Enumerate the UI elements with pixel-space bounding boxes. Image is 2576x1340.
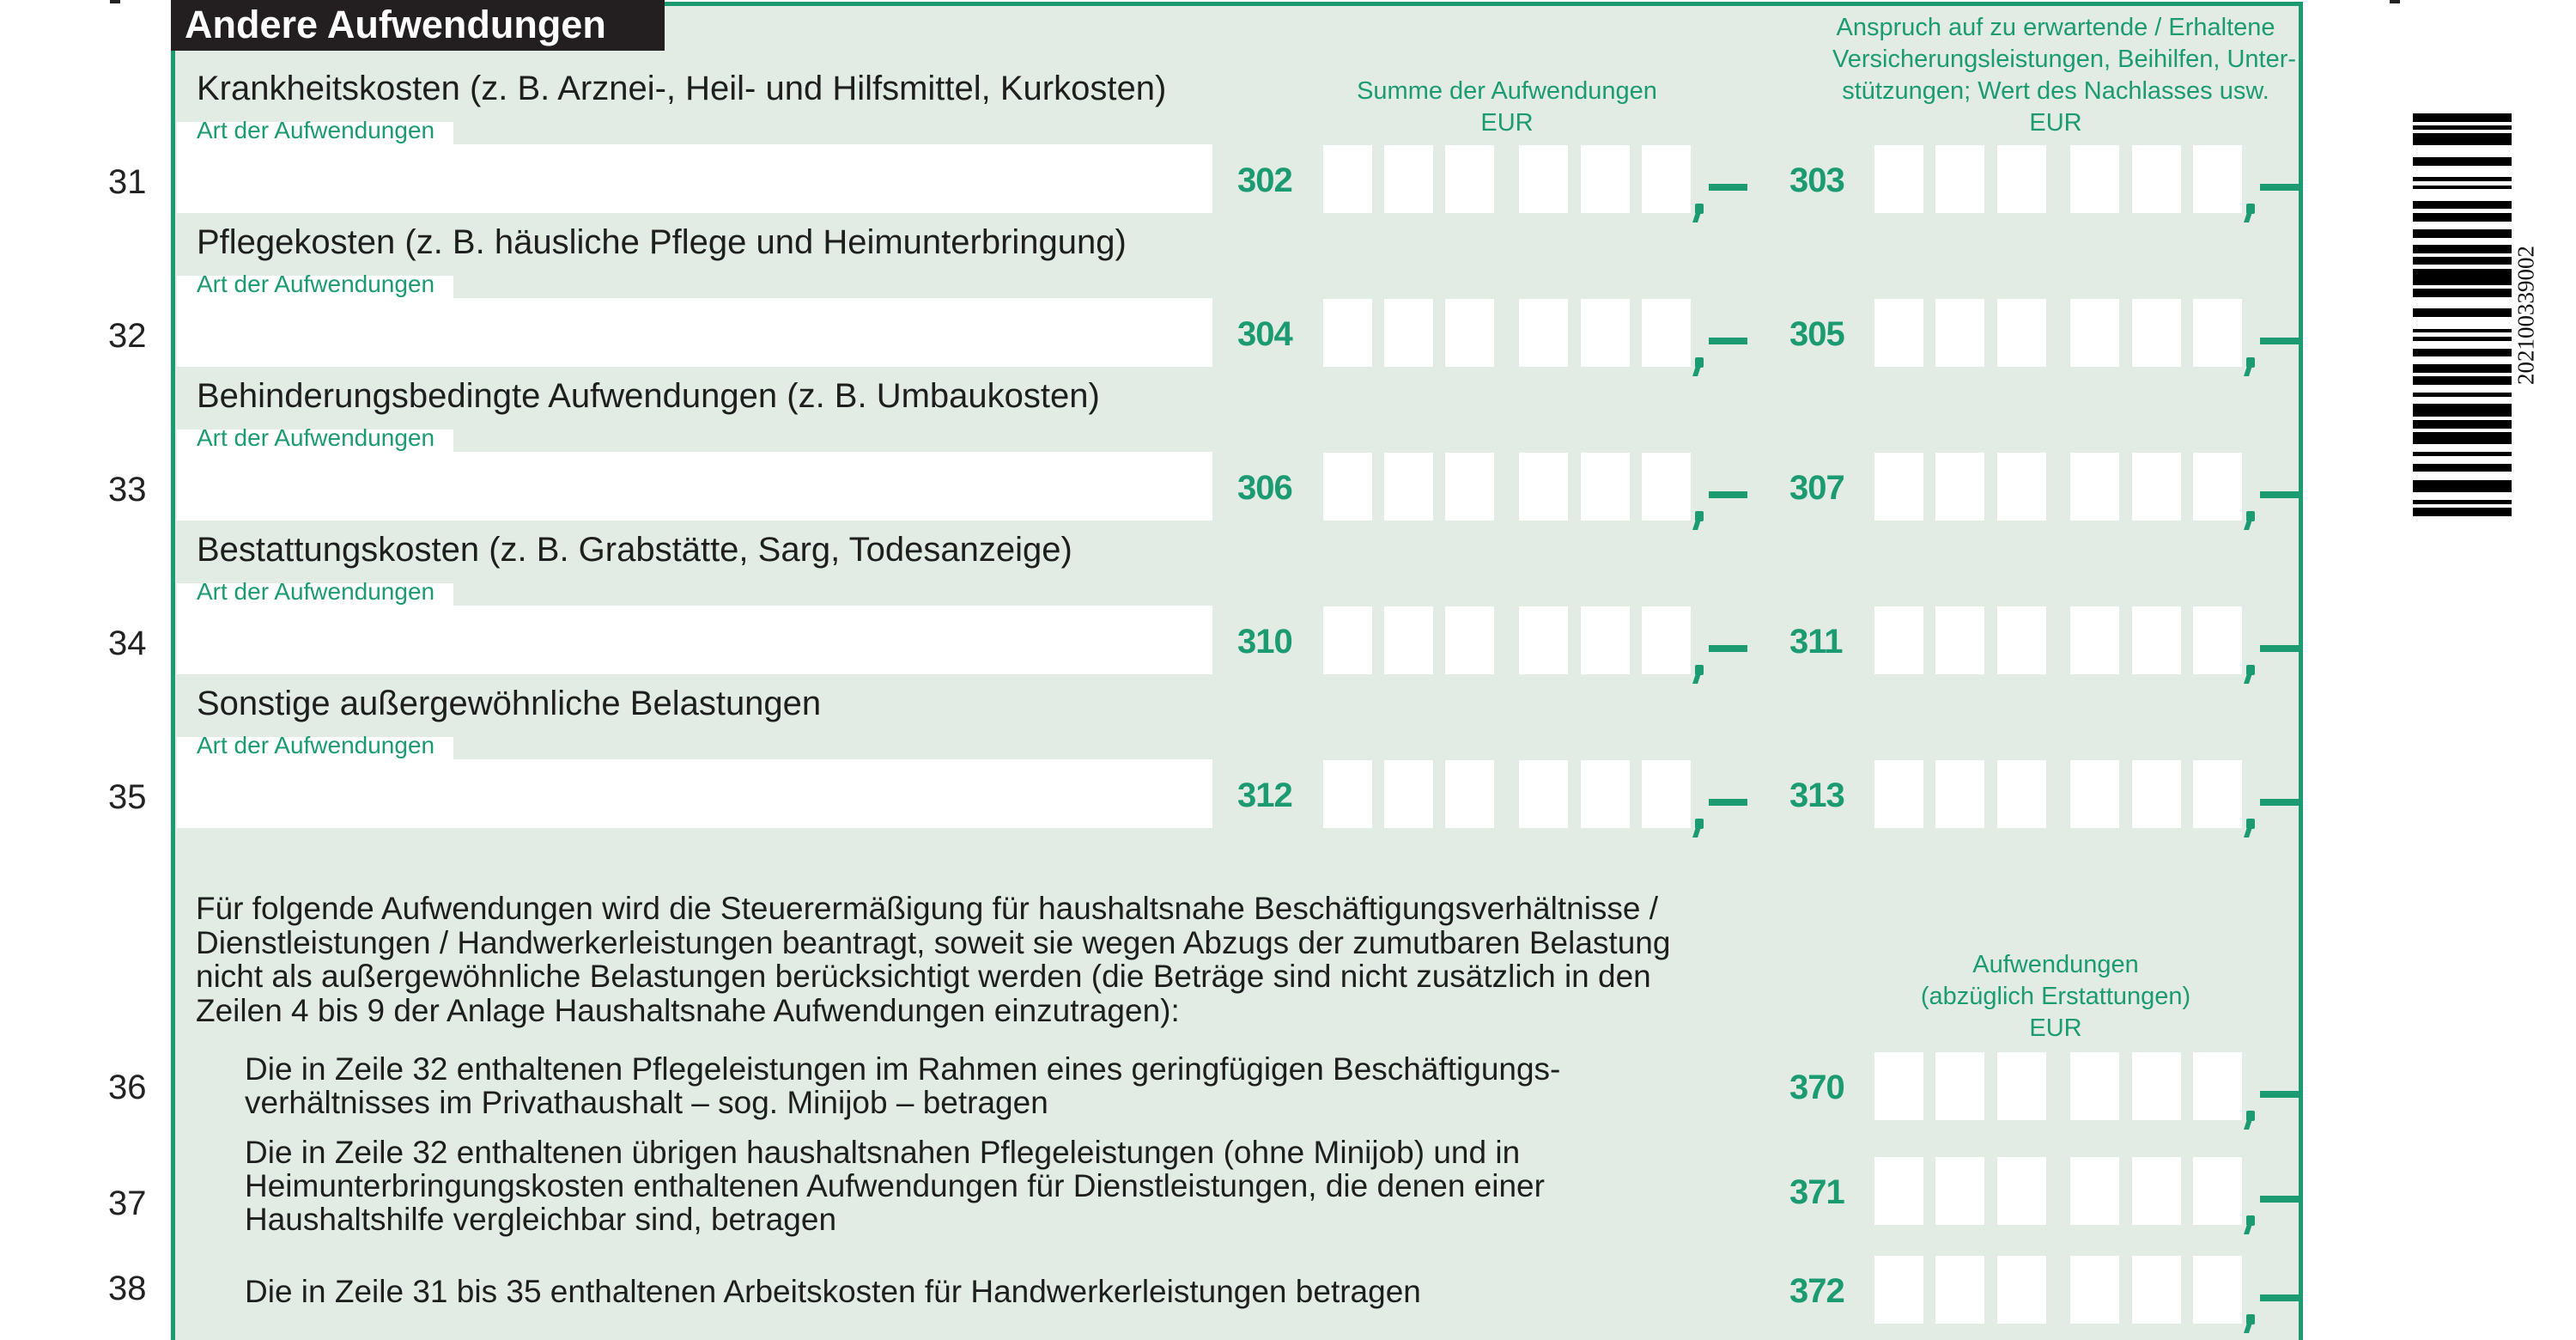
expense-digit-box[interactable] <box>1935 1052 1984 1120</box>
sum-header-line: Summe der Aufwendungen <box>1357 77 1657 105</box>
line-number: 32 <box>108 317 147 355</box>
art-input[interactable] <box>177 298 1212 367</box>
claim-digit-box[interactable] <box>1997 760 2046 828</box>
barcode-bar <box>2413 420 2512 429</box>
cents-dash <box>1709 184 1747 191</box>
service-text-line: Die in Zeile 31 bis 35 enthaltenen Arbeitskosten für Handwerkerleistungen betragen <box>245 1274 1421 1309</box>
barcode-bar <box>2413 480 2512 492</box>
expense-digit-box[interactable] <box>2132 1157 2181 1225</box>
claim-digit-box[interactable] <box>1997 606 2046 674</box>
expense-digit-box[interactable] <box>1997 1256 2046 1324</box>
barcode-bar <box>2413 177 2512 181</box>
cents-comma <box>1693 204 1704 222</box>
expense-digit-box[interactable] <box>1997 1157 2046 1225</box>
frame-border-right <box>2299 2 2303 1340</box>
intro-line: Für folgende Aufwendungen wird die Steuerermäßigung für haushaltsnahe Beschäftigungsverhältnisse / <box>196 891 1659 926</box>
expense-digit-box[interactable] <box>1874 1157 1923 1225</box>
sum-digit-box[interactable] <box>1445 453 1494 521</box>
sum-digit-box[interactable] <box>1581 453 1630 521</box>
art-input[interactable] <box>177 606 1212 674</box>
barcode-bar <box>2413 245 2512 253</box>
service-text <box>245 1136 1545 1236</box>
claim-digit-box[interactable] <box>1874 606 1923 674</box>
barcode-bar <box>2413 364 2512 373</box>
claims-column-header <box>1832 12 2297 139</box>
cents-dash <box>2260 1294 2299 1301</box>
cents-comma <box>1693 819 1704 838</box>
art-input[interactable] <box>177 759 1212 828</box>
barcode-bar <box>2413 257 2512 265</box>
barcode-bar <box>2413 329 2512 332</box>
expense-digit-box[interactable] <box>1997 1052 2046 1120</box>
cents-comma <box>2245 819 2256 838</box>
expense-digit-box[interactable] <box>2070 1256 2119 1324</box>
art-label: Art der Aufwendungen <box>197 271 435 297</box>
sum-digit-box[interactable] <box>1581 145 1630 213</box>
barcode-bar <box>2413 464 2512 472</box>
field-code: 310 <box>1237 623 1292 661</box>
expense-digit-box[interactable] <box>2193 1052 2242 1120</box>
art-label: Art der Aufwendungen <box>197 117 435 143</box>
sum-digit-box[interactable] <box>1384 606 1433 674</box>
service-text-line: Heimunterbringungskosten enthaltenen Aufwendungen für Dienstleistungen, die denen einer <box>245 1168 1545 1203</box>
cents-comma <box>2245 204 2256 222</box>
claim-digit-box[interactable] <box>2132 145 2181 213</box>
art-label: Art der Aufwendungen <box>197 424 435 451</box>
claim-digit-box[interactable] <box>2070 145 2119 213</box>
intro-line: Dienstleistungen / Handwerkerleistungen beantragt, soweit sie wegen Abzugs der zumutbaren Belastung <box>196 924 1671 960</box>
line-number: 37 <box>108 1185 147 1222</box>
sum-digit-box[interactable] <box>1642 453 1691 521</box>
barcode-bar <box>2413 349 2512 356</box>
cents-dash <box>2260 645 2299 652</box>
barcode-bar <box>2413 186 2512 189</box>
claims-header-line: stützungen; Wert des Nachlasses usw. <box>1842 77 2269 105</box>
sum-column-header <box>1335 76 1679 139</box>
cents-comma <box>2245 511 2256 530</box>
expense-digit-box[interactable] <box>2132 1052 2181 1120</box>
field-code: 313 <box>1789 777 1844 814</box>
row-title: Krankheitskosten (z. B. Arznei-, Heil- und Hilfsmittel, Kurkosten) <box>197 70 1167 107</box>
art-label: Art der Aufwendungen <box>197 732 435 758</box>
claim-digit-box[interactable] <box>2070 606 2119 674</box>
barcode-bar <box>2413 269 2512 285</box>
sum-digit-box[interactable] <box>1445 145 1494 213</box>
art-label-bg <box>177 271 453 298</box>
barcode-bar <box>2413 500 2512 504</box>
field-code: 371 <box>1789 1173 1844 1211</box>
row-title: Bestattungskosten (z. B. Grabstätte, Sarg, Todesanzeige) <box>197 531 1072 569</box>
cents-dash <box>2260 799 2299 806</box>
line-number: 33 <box>108 471 147 509</box>
art-label-bg <box>177 117 453 144</box>
sum-digit-box[interactable] <box>1384 299 1433 367</box>
sum-digit-box[interactable] <box>1445 299 1494 367</box>
cents-dash <box>2260 491 2299 498</box>
field-code: 302 <box>1237 161 1292 199</box>
field-code: 305 <box>1789 315 1844 353</box>
claim-digit-box[interactable] <box>1935 145 1984 213</box>
field-code: 306 <box>1237 469 1292 507</box>
row-title: Behinderungsbedingte Aufwendungen (z. B. Umbaukosten) <box>197 377 1100 415</box>
row-title: Sonstige außergewöhnliche Belastungen <box>197 685 822 722</box>
cents-comma <box>1693 665 1704 684</box>
sum-digit-box[interactable] <box>1519 145 1568 213</box>
sum-digit-box[interactable] <box>1519 760 1568 828</box>
claim-digit-box[interactable] <box>1997 145 2046 213</box>
field-code: 311 <box>1789 623 1843 661</box>
cents-dash <box>1709 645 1747 652</box>
barcode-bar <box>2413 133 2512 145</box>
claim-digit-box[interactable] <box>1874 760 1923 828</box>
barcode-bar <box>2413 113 2512 122</box>
barcode <box>2413 113 2512 517</box>
field-code: 312 <box>1237 777 1292 814</box>
field-code: 370 <box>1789 1069 1844 1106</box>
sum-digit-box[interactable] <box>1642 760 1691 828</box>
sum-digit-box[interactable] <box>1384 145 1433 213</box>
cents-comma <box>2245 1215 2256 1234</box>
field-code: 303 <box>1789 161 1844 199</box>
sum-digit-box[interactable] <box>1323 606 1372 674</box>
expense-digit-box[interactable] <box>2070 1157 2119 1225</box>
claim-digit-box[interactable] <box>2132 453 2181 521</box>
barcode-bar <box>2413 125 2512 130</box>
claim-digit-box[interactable] <box>1874 299 1923 367</box>
cents-dash <box>1709 338 1747 344</box>
claim-digit-box[interactable] <box>1935 453 1984 521</box>
service-text <box>245 1275 1421 1308</box>
art-input[interactable] <box>177 144 1212 213</box>
art-input[interactable] <box>177 452 1212 521</box>
field-code: 304 <box>1237 315 1292 353</box>
expenses-header-line: (abzüglich Erstattungen) <box>1920 983 2191 1010</box>
sum-digit-box[interactable] <box>1384 760 1433 828</box>
field-code: 372 <box>1789 1272 1844 1310</box>
barcode-bar <box>2413 404 2512 417</box>
claim-digit-box[interactable] <box>1997 453 2046 521</box>
claim-digit-box[interactable] <box>1935 606 1984 674</box>
barcode-bar <box>2413 432 2512 444</box>
art-label-bg <box>177 424 453 452</box>
barcode-bar <box>2413 308 2512 317</box>
barcode-bar <box>2413 393 2512 397</box>
claim-digit-box[interactable] <box>1935 299 1984 367</box>
sum-digit-box[interactable] <box>1581 299 1630 367</box>
sum-digit-box[interactable] <box>1642 299 1691 367</box>
cents-comma <box>2245 357 2256 376</box>
sum-digit-box[interactable] <box>1323 145 1372 213</box>
crop-mark-right <box>2390 0 2400 3</box>
claim-digit-box[interactable] <box>2193 606 2242 674</box>
line-number: 38 <box>108 1270 147 1307</box>
cents-dash <box>2260 1091 2299 1098</box>
cents-comma <box>1693 357 1704 376</box>
service-text-line: verhältnisses im Privathaushalt – sog. Minijob – betragen <box>245 1085 1048 1120</box>
cents-comma <box>1693 511 1704 530</box>
claims-header-currency: EUR <box>2029 109 2082 137</box>
intro-line: nicht als außergewöhnliche Belastungen berücksichtigt werden (die Beträge sind nicht zusätzlich in den <box>196 959 1651 994</box>
sum-digit-box[interactable] <box>1323 760 1372 828</box>
sum-digit-box[interactable] <box>1581 606 1630 674</box>
claim-digit-box[interactable] <box>2193 453 2242 521</box>
expense-digit-box[interactable] <box>1935 1157 1984 1225</box>
line-number: 36 <box>108 1069 147 1106</box>
expense-digit-box[interactable] <box>1874 1052 1923 1120</box>
barcode-bar <box>2413 337 2512 341</box>
line-number: 34 <box>108 624 147 662</box>
claim-digit-box[interactable] <box>1874 145 1923 213</box>
sum-digit-box[interactable] <box>1323 299 1372 367</box>
row-title: Pflegekosten (z. B. häusliche Pflege und Heimunterbringung) <box>197 223 1127 261</box>
sum-header-currency: EUR <box>1480 109 1534 137</box>
claims-header-line: Anspruch auf zu erwartende / Erhaltene <box>1836 14 2275 41</box>
claim-digit-box[interactable] <box>2070 760 2119 828</box>
sum-digit-box[interactable] <box>1445 760 1494 828</box>
cents-comma <box>2245 665 2256 684</box>
art-label: Art der Aufwendungen <box>197 578 435 605</box>
expense-digit-box[interactable] <box>2193 1157 2242 1225</box>
claim-digit-box[interactable] <box>1935 760 1984 828</box>
claim-digit-box[interactable] <box>2132 299 2181 367</box>
cents-comma <box>2245 1111 2256 1130</box>
expense-digit-box[interactable] <box>2070 1052 2119 1120</box>
cents-dash <box>2260 1196 2299 1203</box>
claim-digit-box[interactable] <box>2193 299 2242 367</box>
line-number: 35 <box>108 778 147 816</box>
sum-digit-box[interactable] <box>1445 606 1494 674</box>
sum-digit-box[interactable] <box>1519 606 1568 674</box>
claims-header-line: Versicherungsleistungen, Beihilfen, Unter- <box>1832 46 2297 73</box>
cents-dash <box>1709 491 1747 498</box>
frame-border-left <box>171 50 175 1340</box>
cents-comma <box>2245 1314 2256 1333</box>
sum-digit-box[interactable] <box>1519 453 1568 521</box>
art-label-bg <box>177 578 453 606</box>
line-number: 31 <box>108 163 147 201</box>
field-code: 307 <box>1789 469 1844 507</box>
barcode-bar <box>2413 508 2512 516</box>
expense-digit-box[interactable] <box>1874 1256 1923 1324</box>
cents-dash <box>1709 799 1747 806</box>
sum-digit-box[interactable] <box>1519 299 1568 367</box>
claim-digit-box[interactable] <box>2193 760 2242 828</box>
service-text-line: Die in Zeile 32 enthaltenen übrigen haushaltsnahen Pflegeleistungen (ohne Minijob) und in <box>245 1135 1521 1170</box>
barcode-bar <box>2413 376 2512 385</box>
art-label-bg <box>177 732 453 759</box>
sum-digit-box[interactable] <box>1642 606 1691 674</box>
intro-paragraph <box>196 892 1670 1027</box>
sum-digit-box[interactable] <box>1323 453 1372 521</box>
claim-digit-box[interactable] <box>2132 760 2181 828</box>
frame-border-top <box>665 2 2303 6</box>
claim-digit-box[interactable] <box>1874 453 1923 521</box>
expense-digit-box[interactable] <box>1935 1256 1984 1324</box>
barcode-bar <box>2413 289 2512 297</box>
service-text <box>245 1052 1560 1119</box>
sum-digit-box[interactable] <box>1384 453 1433 521</box>
crop-mark-left <box>110 0 120 3</box>
service-text-line: Die in Zeile 32 enthaltenen Pflegeleistungen im Rahmen eines geringfügigen Beschäftigungs- <box>245 1051 1561 1087</box>
cents-dash <box>2260 184 2299 191</box>
section-header <box>171 0 665 51</box>
section-title: Andere Aufwendungen <box>185 3 606 46</box>
expenses-header-currency: EUR <box>2029 1014 2082 1042</box>
sum-digit-box[interactable] <box>1581 760 1630 828</box>
barcode-bar <box>2413 452 2512 456</box>
barcode-bar <box>2413 213 2512 222</box>
barcode-bar <box>2413 157 2512 166</box>
claim-digit-box[interactable] <box>2193 145 2242 213</box>
sum-digit-box[interactable] <box>1642 145 1691 213</box>
claim-digit-box[interactable] <box>2070 299 2119 367</box>
service-text-line: Haushaltshilfe vergleichbar sind, betragen <box>245 1202 837 1237</box>
cents-dash <box>2260 338 2299 344</box>
barcode-bar <box>2413 229 2512 238</box>
claim-digit-box[interactable] <box>2132 606 2181 674</box>
claim-digit-box[interactable] <box>2070 453 2119 521</box>
expense-digit-box[interactable] <box>2132 1256 2181 1324</box>
barcode-number: 202100339002 <box>2512 246 2539 385</box>
barcode-bar <box>2413 201 2512 209</box>
expenses-column-header <box>1875 949 2236 1045</box>
intro-line: Zeilen 4 bis 9 der Anlage Haushaltsnahe Aufwendungen einzutragen): <box>196 992 1180 1028</box>
expenses-header-line: Aufwendungen <box>1972 951 2139 978</box>
claim-digit-box[interactable] <box>1997 299 2046 367</box>
expense-digit-box[interactable] <box>2193 1256 2242 1324</box>
